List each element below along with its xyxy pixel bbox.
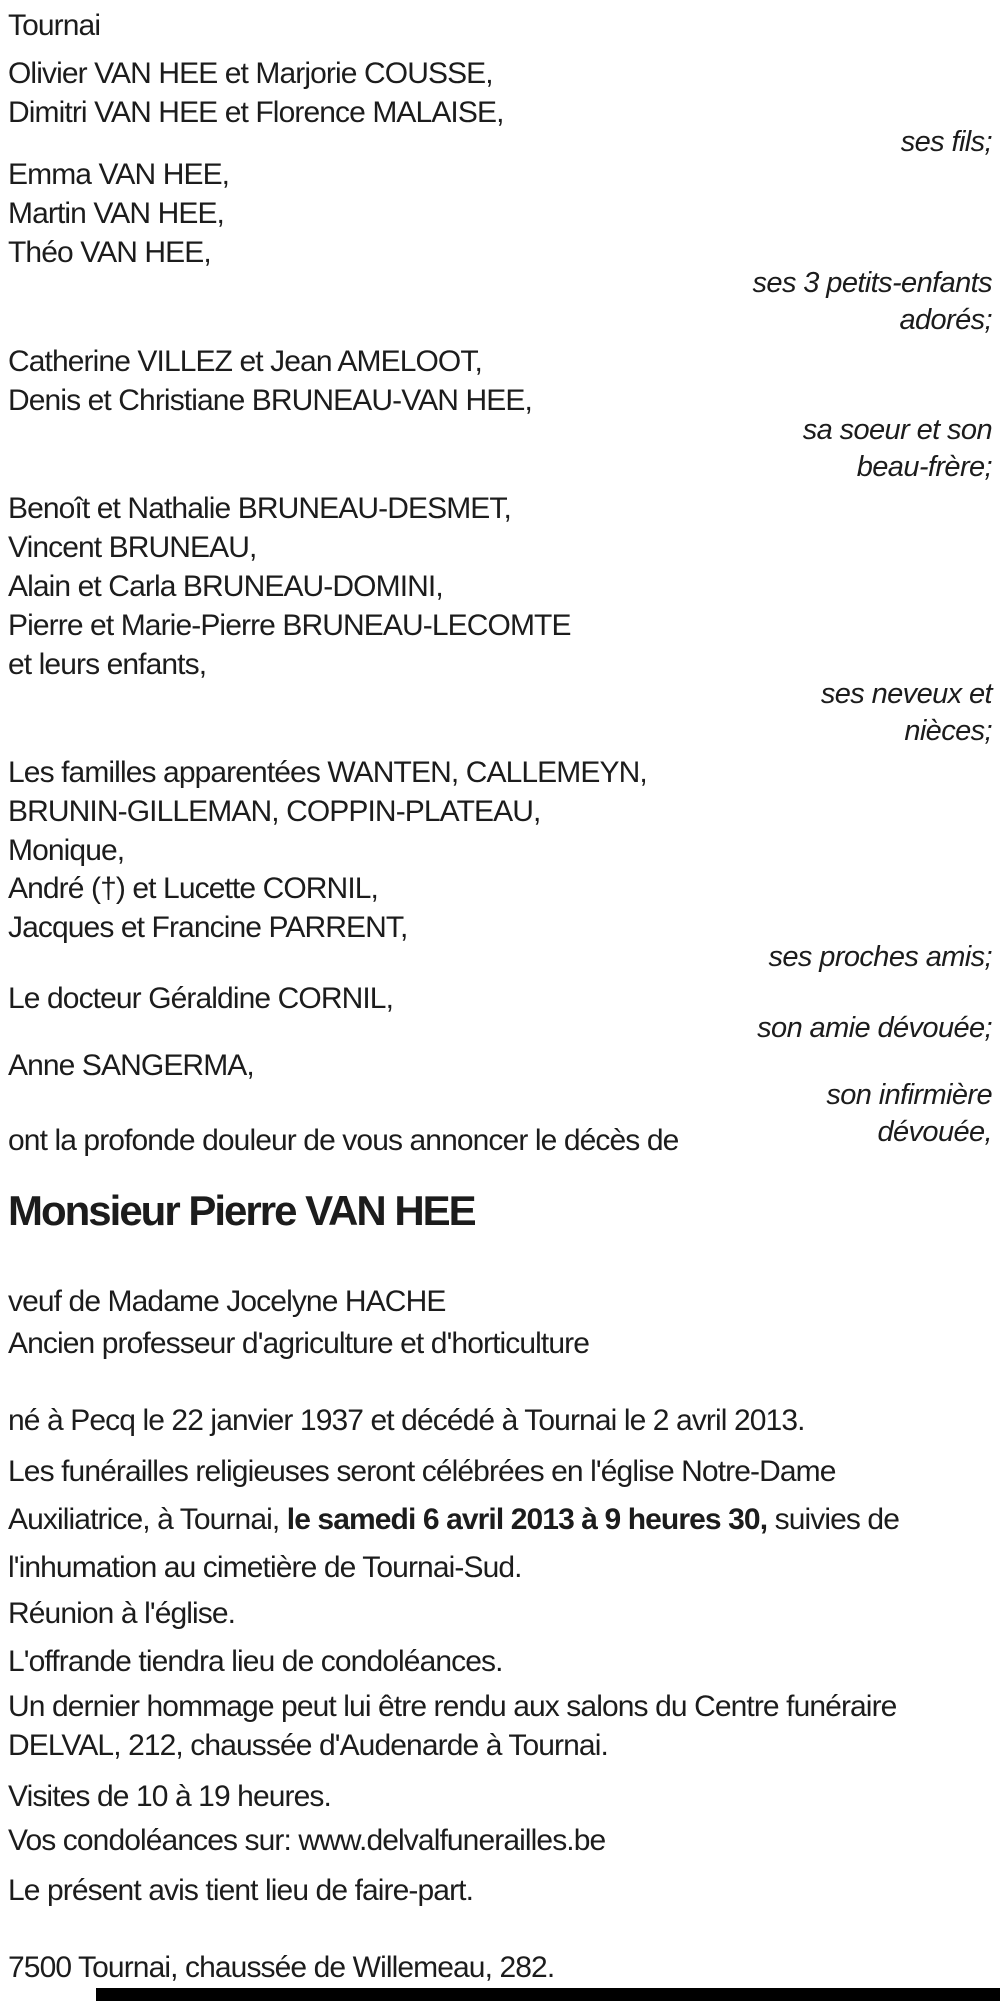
relation-label: adorés;: [899, 304, 992, 336]
mourner-name: Catherine VILLEZ et Jean AMELOOT,: [8, 345, 482, 378]
mourner-name: Théo VAN HEE,: [8, 236, 211, 269]
funeral-line-1: Les funérailles religieuses seront célébrées en l'église Notre-Dame: [8, 1455, 836, 1488]
homage-line-1: Un dernier hommage peut lui être rendu aux salons du Centre funéraire: [8, 1690, 897, 1723]
profession-line: Ancien professeur d'agriculture et d'horticulture: [8, 1327, 590, 1360]
relation-label: nièces;: [904, 715, 992, 747]
mourner-name: BRUNIN-GILLEMAN, COPPIN-PLATEAU,: [8, 795, 541, 828]
mourner-name: Dimitri VAN HEE et Florence MALAISE,: [8, 96, 504, 129]
mourner-name: André (†) et Lucette CORNIL,: [8, 872, 378, 905]
mourner-name: Pierre et Marie-Pierre BRUNEAU-LECOMTE: [8, 609, 571, 642]
announcement-line: ont la profonde douleur de vous annoncer le décès de: [8, 1124, 679, 1157]
city-line: Tournai: [8, 9, 101, 42]
mourner-name: Olivier VAN HEE et Marjorie COUSSE,: [8, 57, 493, 90]
condolences-line: Vos condoléances sur: www.delvalfunerailles.be: [8, 1824, 606, 1857]
mourner-name: Anne SANGERMA,: [8, 1049, 254, 1082]
birth-death-line: né à Pecq le 22 janvier 1937 et décédé à Tournai le 2 avril 2013.: [8, 1404, 805, 1437]
visits-line: Visites de 10 à 19 heures.: [8, 1780, 331, 1813]
mourner-name: Alain et Carla BRUNEAU-DOMINI,: [8, 570, 443, 603]
mourner-name: Les familles apparentées WANTEN, CALLEMEYN,: [8, 756, 647, 789]
funeral-line-2-tail: suivies de: [767, 1503, 899, 1536]
homage-line-2: DELVAL, 212, chaussée d'Audenarde à Tournai.: [8, 1729, 608, 1762]
relation-label: sa soeur et son: [802, 414, 992, 446]
relation-label: beau-frère;: [856, 451, 992, 483]
funeral-datetime-bold: le samedi 6 avril 2013 à 9 heures 30,: [286, 1503, 768, 1536]
bottom-bar: [96, 1988, 1000, 2001]
mourner-name: Emma VAN HEE,: [8, 158, 230, 191]
mourner-name: Jacques et Francine PARRENT,: [8, 911, 408, 944]
funeral-line-3: l'inhumation au cimetière de Tournai-Sud.: [8, 1551, 522, 1584]
relation-label: ses proches amis;: [768, 941, 992, 973]
mourner-name: et leurs enfants,: [8, 648, 207, 681]
mourner-name: Denis et Christiane BRUNEAU-VAN HEE,: [8, 384, 532, 417]
funeral-line-2: [8, 1505, 899, 1535]
mourner-name: Vincent BRUNEAU,: [8, 531, 257, 564]
reunion-line: Réunion à l'église.: [8, 1597, 236, 1630]
relation-label: ses fils;: [900, 126, 992, 158]
deceased-name-heading: Monsieur Pierre VAN HEE: [8, 1187, 475, 1234]
notice-line: Le présent avis tient lieu de faire-part.: [8, 1874, 474, 1907]
relation-label: son amie dévouée;: [757, 1012, 992, 1044]
mourner-name: Benoît et Nathalie BRUNEAU-DESMET,: [8, 492, 511, 525]
mourner-name: Le docteur Géraldine CORNIL,: [8, 982, 394, 1015]
offering-line: L'offrande tiendra lieu de condoléances.: [8, 1645, 503, 1678]
mourner-name: Martin VAN HEE,: [8, 197, 224, 230]
address-line: 7500 Tournai, chaussée de Willemeau, 282.: [8, 1951, 555, 1984]
funeral-line-2-text: Auxiliatrice, à Tournai,: [8, 1503, 287, 1536]
relation-label: dévouée,: [877, 1116, 992, 1148]
relation-label: son infirmière: [826, 1079, 992, 1111]
relation-label: ses 3 petits-enfants: [752, 267, 992, 299]
relation-label: ses neveux et: [820, 678, 992, 710]
mourner-name: Monique,: [8, 834, 125, 867]
widower-line: veuf de Madame Jocelyne HACHE: [8, 1285, 446, 1318]
